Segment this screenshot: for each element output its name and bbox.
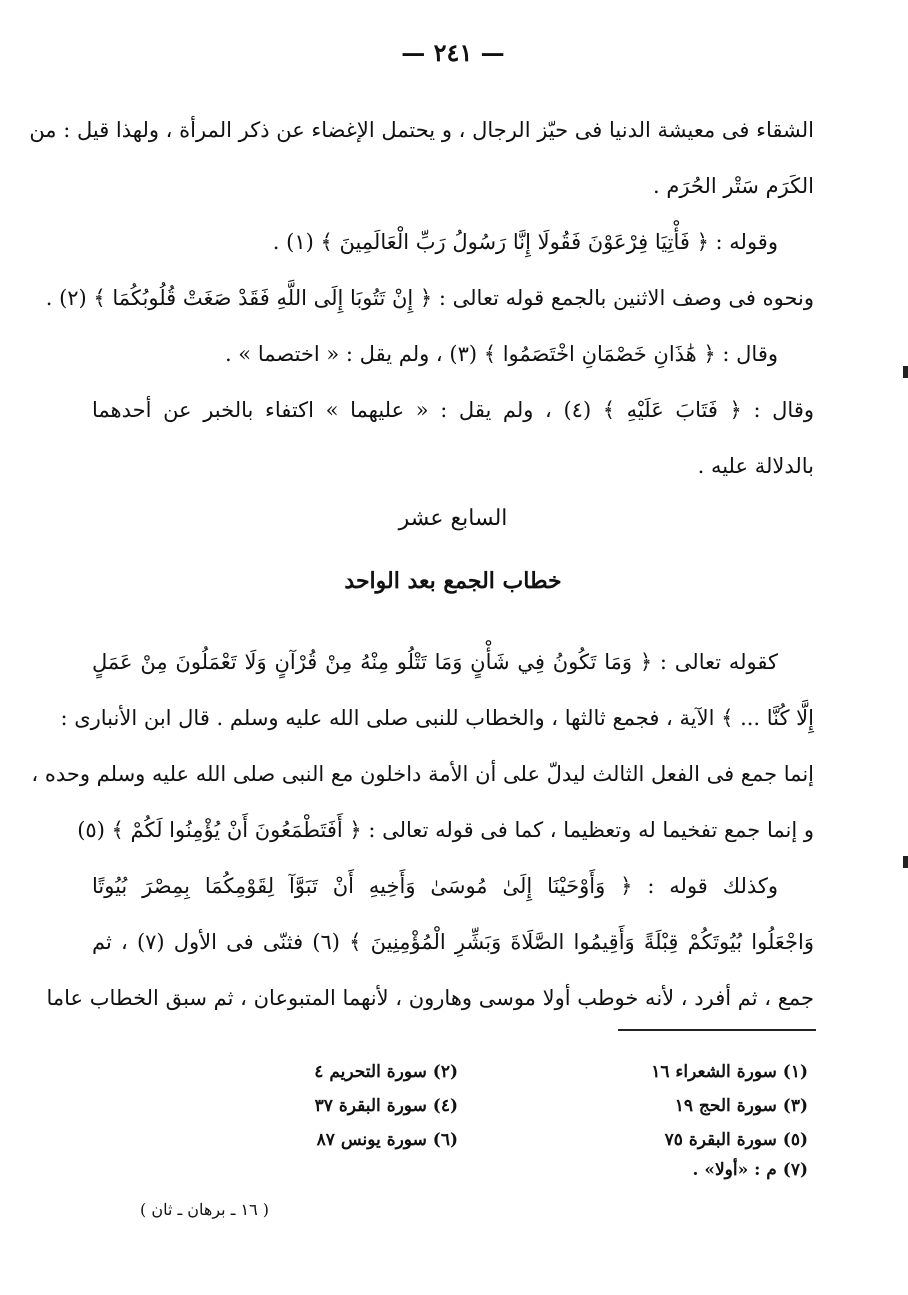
text-line: إِلَّا كُنَّا ... ﴾ الآية ، فجمع ثالثها ، والخطاب للنبى صلى الله عليه وسلم . قال ابن الأنبارى : [60, 706, 814, 730]
text-line: وَاجْعَلُوا بُيُوتَكُمْ قِبْلَةً وَأَقِيمُوا الصَّلَاةَ وَبَشِّرِ الْمُؤْمِنِينَ ﴾ (٦) فثنّى فى الأول (٧) ، ثم [92, 930, 814, 954]
footnote-6: (٦) سورة يونس ٨٧ [316, 1130, 458, 1150]
footnote-3: (٣) سورة الحج ١٩ [674, 1096, 808, 1116]
footnote-4: (٤) سورة البقرة ٣٧ [314, 1096, 458, 1116]
text-line: بالدلالة عليه . [697, 454, 814, 478]
margin-mark [903, 856, 908, 868]
text-line: وقال : ﴿ هَٰذَانِ خَصْمَانِ اخْتَصَمُوا ﴾ (٣) ، ولم يقل : « اختصما » . [224, 342, 778, 366]
text-line: ونحوه فى وصف الاثنين بالجمع قوله تعالى : ﴿ إِنْ تَتُوبَا إِلَى اللَّهِ فَقَدْ صَغَتْ قُلُوبُكُمَا ﴾ (٢) . [45, 286, 814, 310]
text-line: جمع ، ثم أفرد ، لأنه خوطب أولا موسى وهارون ، لأنهما المتبوعان ، ثم سبق الخطاب عاما [46, 986, 814, 1010]
page-number: — ٢٤١ — [401, 38, 505, 67]
text-line: إنما جمع فى الفعل الثالث ليدلّ على أن الأمة داخلون مع النبى صلى الله عليه وسلم وحده ، [31, 762, 814, 786]
section-number: السابع عشر [398, 506, 508, 531]
text-line: كقوله تعالى : ﴿ وَمَا تَكُونُ فِي شَأْنٍ وَمَا تَتْلُو مِنْهُ مِنْ قُرْآنٍ وَلَا تَعْمَلُونَ مِنْ عَمَلٍ [92, 650, 778, 674]
text-line: وكذلك قوله : ﴿ وَأَوْحَيْنَا إِلَىٰ مُوسَىٰ وَأَخِيهِ أَنْ تَبَوَّآ لِقَوْمِكُمَا بِمِصْرَ بُيُوتًا [92, 874, 778, 898]
footnote-1: (١) سورة الشعراء ١٦ [651, 1062, 808, 1082]
text-line: و إنما جمع تفخيما له وتعظيما ، كما فى قوله تعالى : ﴿ أَفَتَطْمَعُونَ أَنْ يُؤْمِنُوا لَكُمْ ﴾ (٥) [77, 818, 814, 842]
section-title: خطاب الجمع بعد الواحد [344, 568, 562, 594]
footnote-separator [618, 1029, 816, 1031]
footnote-2: (٢) سورة التحريم ٤ [314, 1062, 458, 1082]
text-line: الكَرَم سَتْر الحُرَم . [652, 174, 814, 198]
section-paragraphs [31, 634, 814, 1026]
margin-mark [903, 366, 908, 378]
footnote-7: (٧) م : «أولا» . [692, 1160, 808, 1180]
text-line: وقال : ﴿ فَتَابَ عَلَيْهِ ﴾ (٤) ، ولم يقل : « عليهما » اكتفاء بالخبر عن أحدهما [92, 398, 814, 422]
footnote-5: (٥) سورة البقرة ٧٥ [664, 1130, 808, 1150]
text-line: الشقاء فى معيشة الدنيا فى حيّز الرجال ، و يحتمل الإغضاء عن ذكر المرأة ، ولهذا قيل : من [29, 118, 814, 142]
text-line: وقوله : ﴿ فَأْتِيَا فِرْعَوْنَ فَقُولَا إِنَّا رَسُولُ رَبِّ الْعَالَمِينَ ﴾ (١) . [272, 230, 778, 254]
signature-mark: ( ١٦ ـ برهان ـ ثان ) [140, 1200, 269, 1219]
top-paragraphs [29, 102, 814, 494]
